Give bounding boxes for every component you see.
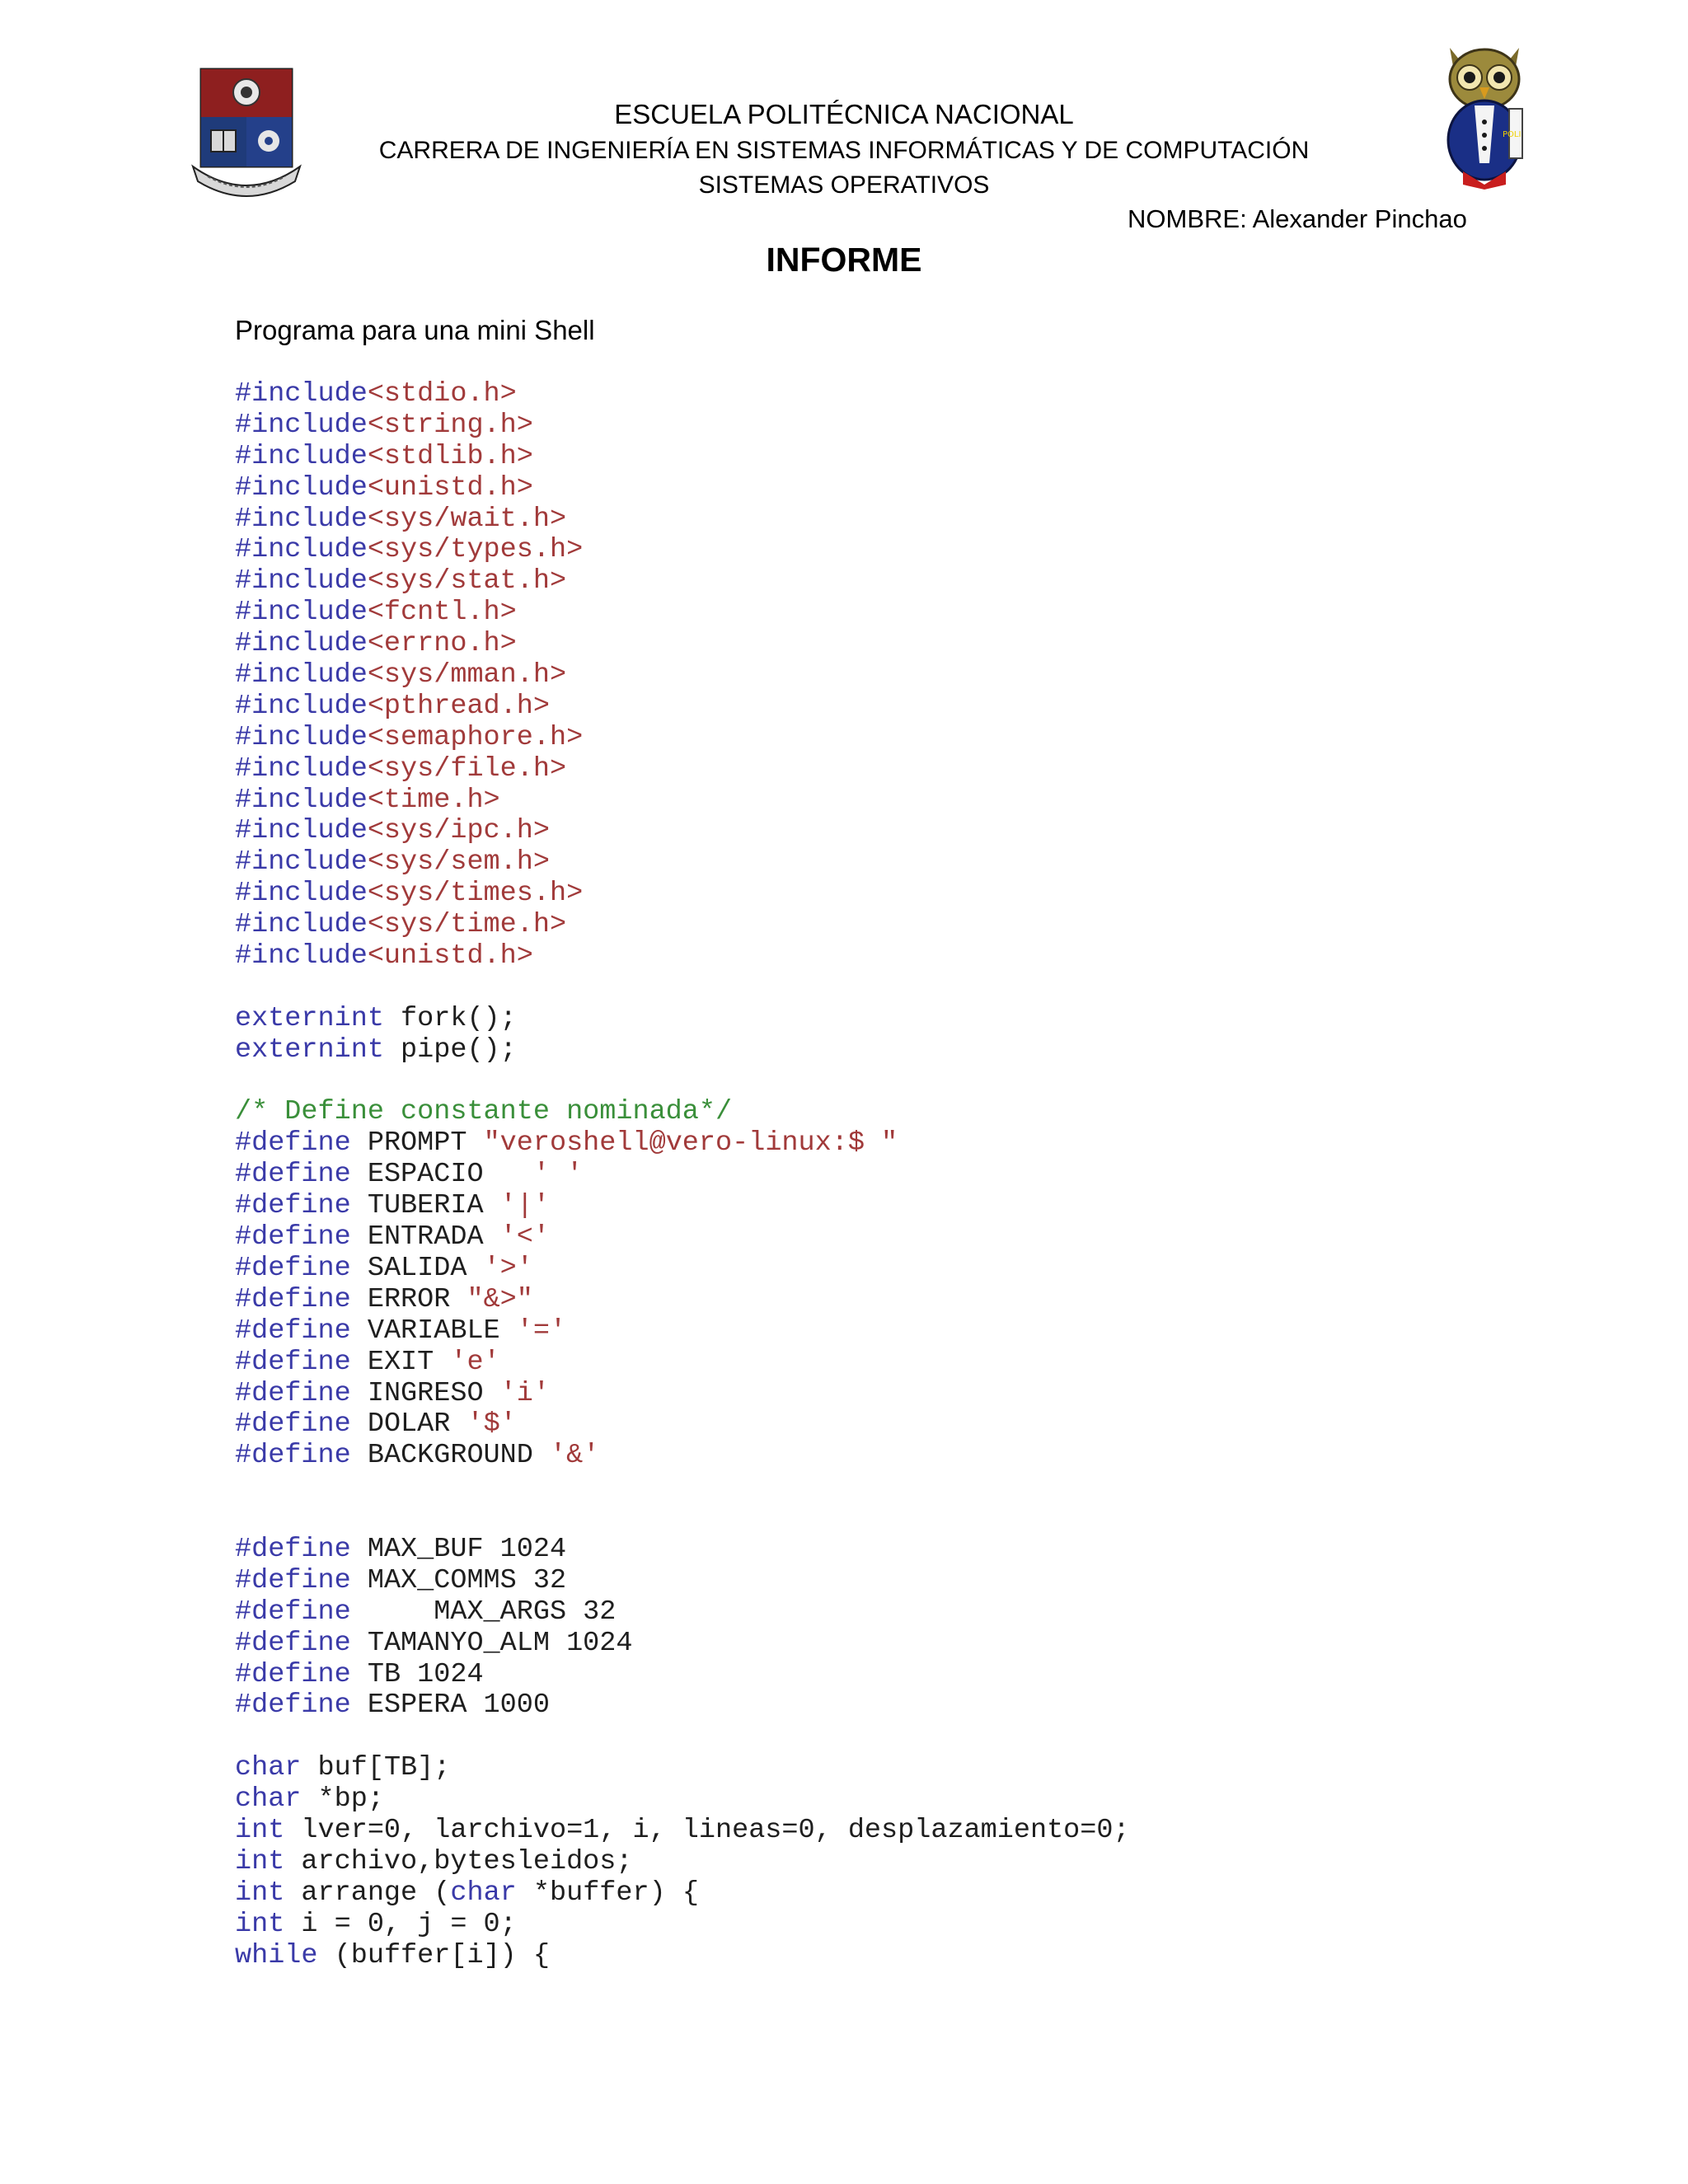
code-token: #include [235,878,368,910]
code-line [235,1409,1130,1441]
code-line [235,442,1130,473]
code-line [235,1097,1130,1128]
code-line [235,1035,1130,1066]
code-token: '|' [499,1190,550,1222]
code-token: #define [235,1533,351,1565]
code-token: #include [235,471,368,504]
mascot-shirt-text: POLI [1503,130,1522,139]
code-token: #include [235,690,368,722]
code-line [235,816,1130,847]
code-line [235,1878,1130,1910]
code-token: "veroshell@vero-linux:$ " [483,1127,898,1160]
code-line [235,1629,1130,1660]
code-line [235,1753,1130,1784]
code-token: i = 0, j = 0; [284,1908,517,1940]
code-token: #define [235,1440,351,1472]
code-token: while [235,1939,318,1971]
code-token: MAX_ARGS 32 [350,1596,617,1628]
code-token: archivo,bytesleidos; [284,1845,633,1877]
code-token: <sys/wait.h> [367,503,567,535]
code-line [235,1566,1130,1597]
code-token: char [235,1783,302,1816]
code-line [235,1816,1130,1847]
institution-name: ESCUELA POLITÉCNICA NACIONAL [614,99,1074,129]
code-token: <errno.h> [367,628,517,660]
code-token: #define [235,1658,351,1690]
document-subtitle: Programa para una mini Shell [235,315,595,345]
code-token: #define [235,1408,351,1441]
code-line [235,1910,1130,1941]
code-token: pipe(); [383,1033,517,1066]
code-line [235,941,1130,972]
code-token: fork(); [383,1002,517,1034]
code-token: EXIT [350,1346,451,1378]
code-line [235,910,1130,941]
code-token: int [235,1877,285,1909]
code-token: #define [235,1377,351,1409]
code-token: externint [235,1002,384,1034]
code-token: #define [235,1690,351,1722]
code-line [235,1160,1130,1191]
code-line [235,691,1130,723]
code-token: #include [235,628,368,660]
code-line [235,785,1130,817]
code-token: <sys/ipc.h> [367,815,550,847]
code-line [235,1128,1130,1160]
code-token: *buffer) { [516,1877,699,1909]
code-token: #include [235,534,368,566]
code-token: #include [235,565,368,598]
code-token: #include [235,721,368,753]
code-token: 'e' [450,1346,500,1378]
code-line [235,473,1130,504]
code-token: #define [235,1190,351,1222]
code-line [235,1004,1130,1035]
code-line [235,1066,1130,1098]
code-token: ENTRADA [350,1221,500,1254]
code-line [235,598,1130,629]
code-line [235,723,1130,754]
code-line [235,1660,1130,1691]
code-token: #define [235,1127,351,1160]
code-token: #define [235,1315,351,1347]
code-token: '>' [483,1252,533,1284]
code-line [235,972,1130,1004]
code-token: /* Define constante nominada*/ [235,1096,733,1128]
code-token: ESPERA 1000 [350,1690,550,1722]
code-token: <unistd.h> [367,940,533,972]
code-token: int [235,1908,285,1940]
code-token: ' ' [532,1159,584,1191]
code-token: DOLAR [350,1408,467,1441]
code-token: #include [235,409,368,441]
code-token: BACKGROUND [350,1440,550,1472]
code-token: arrange ( [284,1877,451,1909]
code-line [235,1503,1130,1535]
code-token: SALIDA [350,1252,484,1284]
code-line [235,410,1130,442]
code-token: INGRESO [350,1377,500,1409]
code-token: <string.h> [367,409,533,441]
code-token: '&' [549,1440,600,1472]
code-token: <sys/times.h> [367,878,584,910]
code-token: #define [235,1252,351,1284]
code-token: <stdlib.h> [367,440,533,472]
code-line [235,1441,1130,1472]
code-token: '<' [499,1221,550,1254]
code-token: externint [235,1033,384,1066]
document-title: INFORME [766,241,922,279]
code-line [235,1222,1130,1254]
code-token: #include [235,815,368,847]
code-line [235,1347,1130,1379]
code-token: '=' [516,1315,567,1347]
code-token: #include [235,846,368,879]
code-token: '$' [467,1408,517,1441]
career-name: CARRERA DE INGENIERÍA EN SISTEMAS INFORMÁTICAS Y DE COMPUTACIÓN [378,137,1310,164]
code-token: #define [235,1159,351,1191]
code-token: #define [235,1221,351,1254]
code-line [235,1379,1130,1410]
code-token: MAX_COMMS 32 [350,1564,567,1596]
code-line [235,504,1130,536]
code-line [235,566,1130,598]
code-token: #include [235,909,368,941]
code-token: <stdio.h> [367,378,517,410]
code-token: #include [235,378,368,410]
code-token: ESPACIO [350,1159,533,1191]
code-line [235,1690,1130,1722]
code-line [235,1597,1130,1629]
code-token: buf[TB]; [301,1752,451,1784]
code-token: "&>" [467,1283,533,1315]
code-line [235,1316,1130,1347]
code-token: #include [235,440,368,472]
code-token: #include [235,940,368,972]
code-token: *bp; [301,1783,384,1816]
code-token: #include [235,503,368,535]
code-token: <sys/mman.h> [367,659,567,691]
code-token: ERROR [350,1283,467,1315]
course-name: SISTEMAS OPERATIVOS [698,171,990,199]
code-token: int [235,1814,285,1846]
code-token: (buffer[i]) { [317,1939,550,1971]
code-token: <fcntl.h> [367,597,517,629]
code-token: <sys/types.h> [367,534,584,566]
code-line [235,1784,1130,1816]
code-token: char [235,1752,302,1784]
code-line [235,535,1130,566]
code-token: lver=0, larchivo=1, i, lineas=0, desplazamiento=0; [284,1814,1130,1846]
code-token: #define [235,1627,351,1659]
code-line [235,1191,1130,1222]
code-line [235,847,1130,879]
code-token: <sys/time.h> [367,909,567,941]
code-line [235,1254,1130,1285]
code-token: 'i' [499,1377,550,1409]
code-token: <semaphore.h> [367,721,584,753]
code-token: TAMANYO_ALM 1024 [350,1627,633,1659]
code-token: <unistd.h> [367,471,533,504]
code-token: #define [235,1564,351,1596]
code-line [235,1285,1130,1316]
code-line [235,754,1130,785]
code-token: <sys/sem.h> [367,846,550,879]
code-line [235,1722,1130,1753]
code-line [235,1847,1130,1878]
code-line [235,379,1130,410]
code-listing [235,379,1130,1971]
code-token: TUBERIA [350,1190,500,1222]
code-token: char [450,1877,517,1909]
code-token: VARIABLE [350,1315,517,1347]
student-name: NOMBRE: Alexander Pinchao [1128,204,1467,233]
code-token: #define [235,1346,351,1378]
code-token: <pthread.h> [367,690,550,722]
code-token: #include [235,752,368,785]
code-token: MAX_BUF 1024 [350,1533,567,1565]
code-line [235,629,1130,660]
code-line [235,660,1130,691]
code-token: <sys/stat.h> [367,565,567,598]
code-token: #include [235,784,368,816]
code-token: int [235,1845,285,1877]
code-line [235,879,1130,910]
code-line [235,1472,1130,1503]
code-token: #include [235,659,368,691]
code-token: #define [235,1596,351,1628]
code-token: <time.h> [367,784,500,816]
code-token: #include [235,597,368,629]
code-token: TB 1024 [350,1658,484,1690]
code-token: <sys/file.h> [367,752,567,785]
code-token: PROMPT [350,1127,484,1160]
code-line [235,1535,1130,1566]
code-token: #define [235,1283,351,1315]
code-line [235,1941,1130,1972]
